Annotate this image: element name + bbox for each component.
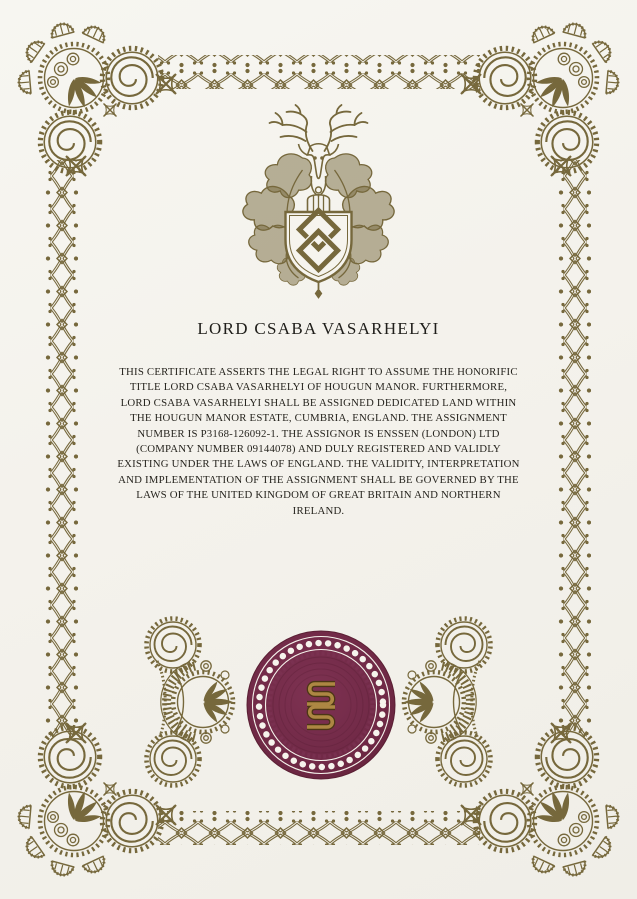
flourish-left (147, 619, 234, 786)
body-line: EXISTING UNDER THE LAWS OF ENGLAND. THE VALIDITY, INTERPRETATION (117, 458, 520, 471)
wax-seal (247, 631, 395, 779)
recipient-title: LORD CSABA VASARHELYI (197, 319, 440, 338)
corner-ornament-top-left (18, 22, 176, 176)
body-line: AND IMPLEMENTATION OF THE ASSIGNMENT SHALL BE GOVERNED BY THE (118, 473, 519, 486)
border-band-top (158, 55, 480, 89)
shield-pendant (315, 282, 321, 298)
certificate-body (103, 365, 534, 519)
coat-of-arms-crest (241, 105, 396, 298)
body-line: IRELAND. (292, 504, 345, 517)
border-band-left (45, 160, 78, 737)
border-band-bottom (158, 811, 480, 845)
border-band-right (558, 160, 591, 737)
flourish-right (404, 619, 491, 786)
corner-ornament-top-right (461, 22, 619, 176)
body-line: THIS CERTIFICATE ASSERTS THE LEGAL RIGHT TO ASSUME THE HONORIFIC (119, 366, 518, 378)
body-line: LORD CSABA VASARHELYI SHALL BE ASSIGNED DEDICATED LAND WITHIN (120, 396, 517, 409)
body-line: (COMPANY NUMBER 09144078) AND DULY REGISTERED AND VALIDLY (136, 443, 501, 456)
body-line: NUMBER IS P3168-126092-1. THE ASSIGNOR IS ENSSEN (LONDON) LTD (137, 427, 500, 440)
body-line: LAWS OF THE UNITED KINGDOM OF GREAT BRITAIN AND NORTHERN (136, 489, 501, 502)
body-line: TITLE LORD CSABA VASARHELYI OF HOUGUN MANOR. FURTHERMORE, (129, 381, 508, 394)
body-line: THE HOUGUN MANOR ESTATE, CUMBRIA, ENGLAND. THE ASSIGNMENT (130, 412, 507, 425)
